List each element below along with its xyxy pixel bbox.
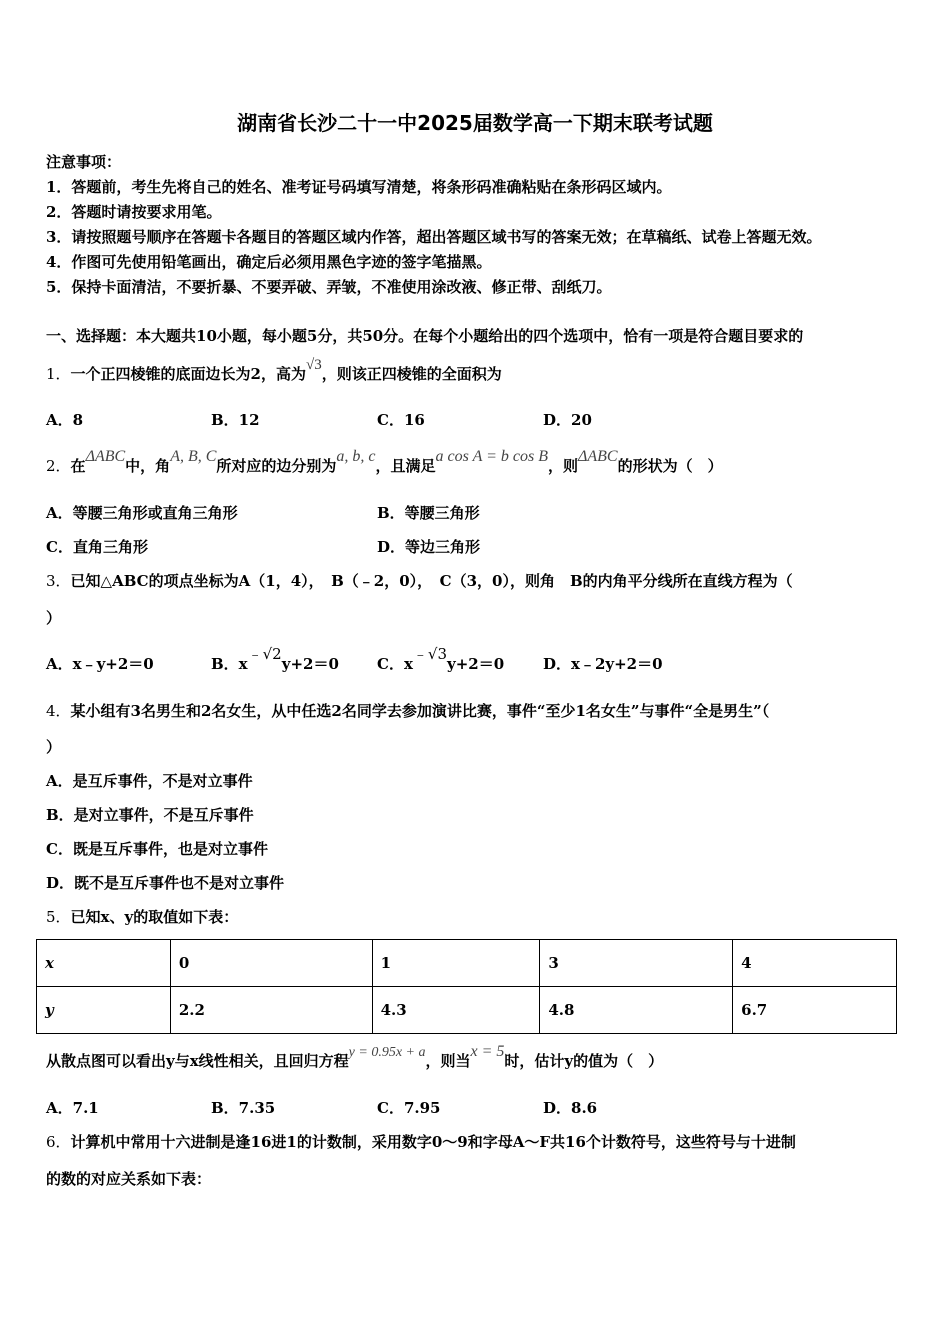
option-c: C．7.95 [377,1099,441,1117]
math-x-value: x = 5 [470,1043,505,1060]
notice-item: 2．答题时请按要求用笔。 [46,203,222,221]
math-regression: y = 0.95x + a [348,1045,426,1060]
question-2 [46,448,723,477]
option-a: A．7.1 [46,1099,99,1117]
table-cell: 3 [540,940,733,987]
option-text: B．x [211,655,248,673]
option-d: D．x﹣2y+2＝0 [543,655,663,673]
table-cell: 4.8 [540,987,733,1034]
question-number: 3． [46,572,71,590]
math-sqrt2: ﹣√2 [247,645,282,663]
option-text: y+2＝0 [281,655,339,673]
question-text: 已知△ABC的项点坐标为A（1，4）， B（﹣2，0）， C（3，0），则角 B的内角平分线所在直线方程为（ [70,572,793,590]
option-text: C．x [377,655,413,673]
question-number: 6． [46,1133,71,1151]
math-angles: A, B, C [170,448,217,465]
xy-table [36,939,897,1034]
question-text: 所对应的边分别为 [216,457,337,475]
question-5 [46,907,238,927]
option-c: C．直角三角形 [46,538,148,556]
table-cell: y [37,987,171,1034]
table-row [37,940,897,987]
question-text: 从散点图可以看出y与x线性相关，且回归方程 [46,1052,349,1070]
option-c: C．既是互斥事件，也是对立事件 [46,840,268,858]
option-a: A．等腰三角形或直角三角形 [46,504,238,522]
option-b: B．等腰三角形 [377,504,480,522]
math-sqrt3: ﹣√3 [412,645,447,663]
section-heading: 一、选择题：本大题共10小题，每小题5分，共50分。在每个小题给出的四个选项中，恰有一项是符合题目要求的 [46,327,804,345]
math-sqrt3: √3 [306,357,322,373]
question-text: ，则该正四棱锥的全面积为 [321,365,502,383]
question-text: 在 [70,457,86,475]
question-number: 2． [46,457,71,475]
option-c: C．16 [377,411,425,429]
table-cell: 0 [170,940,372,987]
notice-item: 5．保持卡面清洁，不要折暴、不要弄破、弄皱，不准使用涂改液、修正带、刮纸刀。 [46,278,612,296]
question-text: ，且满足 [375,457,436,475]
option-d: D．等边三角形 [377,538,481,556]
notice-item: 3．请按照题号顺序在答题卡各题目的答题区域内作答，超出答题区域书写的答案无效；在草稿纸、试卷上答题无效。 [46,228,822,246]
question-number: 5． [46,908,71,926]
question-text: 某小组有3名男生和2名女生，从中任选2名同学去参加演讲比赛，事件“至少1名女生”与事件“全是男生”（ [70,702,770,720]
question-text: ，则 [547,457,578,475]
table-cell: 4 [733,940,897,987]
question-text-cont: ） [46,738,62,756]
page-title: 湖南省长沙二十一中2025届数学高一下期末联考试题 [237,111,713,135]
option-b [211,645,339,674]
option-b: B．是对立事件，不是互斥事件 [46,806,254,824]
question-text-cont: ） [46,609,62,627]
option-text: y+2＝0 [447,655,505,673]
table-cell: 2.2 [170,987,372,1034]
question-4 [46,701,769,721]
option-b: B．7.35 [211,1099,276,1117]
question-1 [46,357,502,385]
math-sides: a, b, c [336,448,376,465]
question-3 [46,571,793,591]
option-b: B．12 [211,411,260,429]
question-number: 1． [46,365,71,383]
math-triangle: ΔABC [577,448,618,465]
option-d: D．20 [543,411,592,429]
question-6 [46,1132,796,1152]
question-text: 中，角 [125,457,171,475]
table-cell: 4.3 [372,987,540,1034]
question-text: ，则当 [425,1052,471,1070]
notice-heading: 注意事项： [46,153,122,171]
option-a: A．8 [46,411,84,429]
question-number: 4． [46,702,71,720]
option-a: A．x﹣y+2＝0 [46,655,154,673]
option-d: D．8.6 [543,1099,598,1117]
table-cell: 6.7 [733,987,897,1034]
question-text: 计算机中常用十六进制是逢16进1的计数制，采用数字0～9和字母A～F共16个计数符号，这些符号与十进制 [70,1133,796,1151]
question-text: 已知x、y的取值如下表： [70,908,239,926]
notice-item: 1．答题前，考生先将自己的姓名、准考证号码填写清楚，将条形码准确粘贴在条形码区域内。 [46,178,672,196]
table-cell: x [37,940,171,987]
math-triangle: ΔABC [85,448,126,465]
question-text: 时，估计y的值为（ ） [504,1052,664,1070]
question-5-text [46,1043,664,1073]
question-text: 一个正四棱锥的底面边长为2，高为 [70,365,306,383]
question-text-cont: 的数的对应关系如下表： [46,1170,212,1188]
option-a: A．是互斥事件，不是对立事件 [46,772,253,790]
table-row [37,987,897,1034]
option-c [377,645,505,674]
math-equation: a cos A = b cos B [435,448,548,465]
table-cell: 1 [372,940,540,987]
question-text: 的形状为（ ） [617,457,723,475]
notice-item: 4．作图可先使用铅笔画出，确定后必须用黑色字迹的签字笔描黑。 [46,253,492,271]
option-d: D．既不是互斥事件也不是对立事件 [46,874,285,892]
